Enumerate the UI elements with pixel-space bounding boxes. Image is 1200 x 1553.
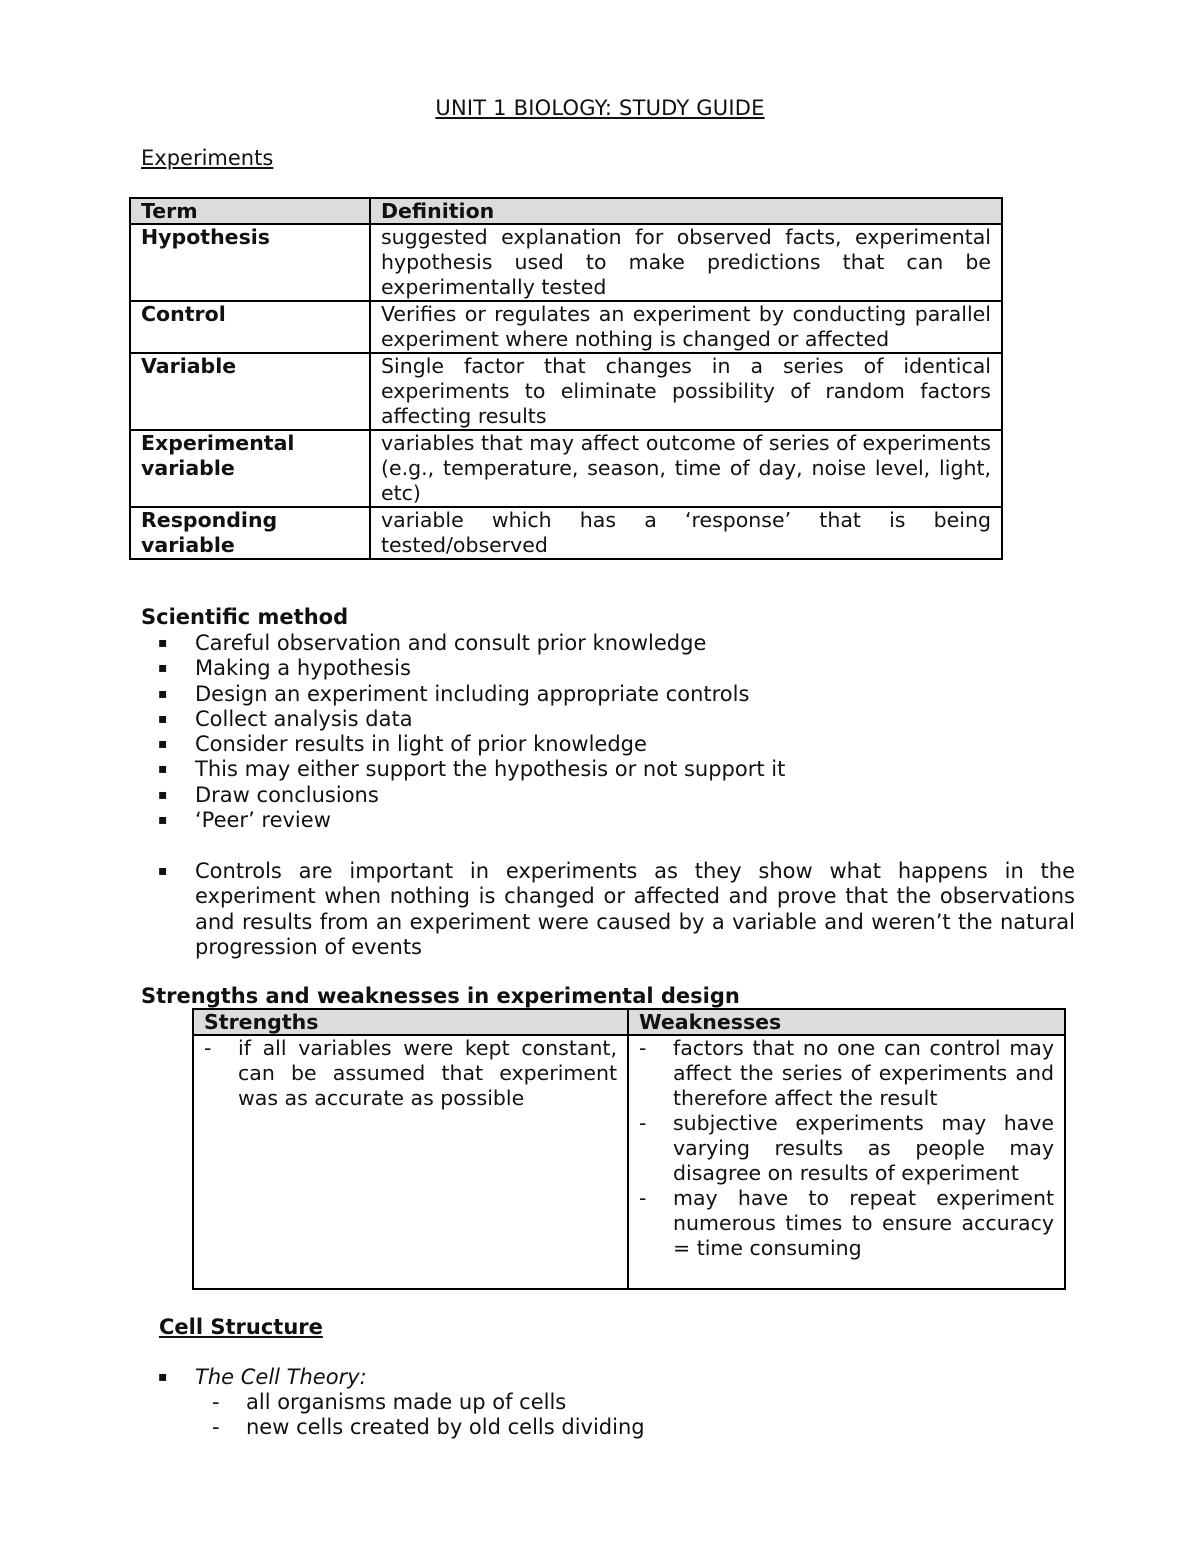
term-cell: Experimental variable	[130, 430, 370, 507]
list-item: ▪ ‘Peer’ review	[158, 808, 331, 833]
term-cell: Hypothesis	[130, 224, 370, 301]
table-row	[130, 430, 1002, 507]
square-bullet-icon: ▪	[158, 660, 168, 677]
list-item: ▪ Draw conclusions	[158, 782, 379, 807]
strengths-weaknesses-heading: Strengths and weaknesses in experimental design	[141, 984, 740, 1008]
square-bullet-icon: ▪	[158, 736, 168, 753]
controls-note-list	[158, 859, 1075, 960]
definition-cell: variable which has a ‘response’ that is being tested/observed	[370, 507, 1002, 559]
list-item: ▪ Consider results in light of prior knowledge	[158, 732, 647, 757]
dash-bullet-icon: -	[639, 1186, 647, 1210]
list-item: ▪ Collect analysis data	[158, 706, 413, 731]
square-bullet-icon: ▪	[158, 685, 168, 702]
strengths-list	[204, 1036, 617, 1111]
scientific-method-list	[158, 631, 1075, 833]
experiments-heading: Experiments	[141, 146, 274, 170]
definition-cell: Verifies or regulates an experiment by conducting parallel experiment where nothing is changed or affected	[370, 301, 1002, 353]
list-item: ▪ Making a hypothesis	[158, 656, 411, 681]
cell-theory-sublist	[212, 1390, 1066, 1441]
dash-bullet-icon: -	[639, 1111, 647, 1135]
square-bullet-icon: ▪	[158, 863, 168, 879]
strengths-weaknesses-table	[192, 1008, 1066, 1290]
term-cell: Control	[130, 301, 370, 353]
definition-cell: variables that may affect outcome of series of experiments (e.g., temperature, season, time of day, noise level, light, etc)	[370, 430, 1002, 507]
term-column-header: Term	[130, 198, 370, 224]
dash-bullet-icon: -	[639, 1036, 647, 1060]
dash-bullet-icon: -	[204, 1036, 212, 1060]
list-item: - subjective experiments may have varying results as people may disagree on results of experiment	[639, 1111, 1054, 1185]
list-item: - all organisms made up of cells	[212, 1390, 567, 1414]
definition-cell: suggested explanation for observed facts, experimental hypothesis used to make predictions that can be experimentally tested	[370, 224, 1002, 301]
cell-theory-list	[158, 1365, 1075, 1390]
table-row	[130, 301, 1002, 353]
definition-column-header: Definition	[370, 198, 1002, 224]
list-item: ▪ This may either support the hypothesis or not support it	[158, 757, 786, 782]
dash-bullet-icon: -	[212, 1390, 220, 1414]
list-item	[158, 1365, 1075, 1390]
square-bullet-icon: ▪	[158, 1369, 168, 1385]
list-item: - new cells created by old cells dividing	[212, 1415, 645, 1440]
cell-structure-heading: Cell Structure	[159, 1315, 323, 1339]
term-cell: Responding variable	[130, 507, 370, 559]
dash-bullet-icon: -	[212, 1415, 220, 1440]
strengths-cell	[193, 1035, 628, 1289]
list-item: ▪ Careful observation and consult prior knowledge	[158, 631, 707, 655]
list-item: - if all variables were kept constant, can be assumed that experiment was as accurate as possible	[204, 1036, 617, 1110]
page-title: UNIT 1 BIOLOGY: STUDY GUIDE	[435, 96, 765, 120]
square-bullet-icon: ▪	[158, 710, 168, 727]
weaknesses-list	[639, 1036, 1054, 1261]
square-bullet-icon: ▪	[158, 761, 168, 778]
list-item: - may have to repeat experiment numerous times to ensure accuracy = time consuming	[639, 1186, 1054, 1260]
strengths-column-header: Strengths	[193, 1009, 628, 1035]
cell-theory-label: The Cell Theory:	[195, 1365, 367, 1389]
terms-table-header	[130, 198, 1002, 224]
table-row	[130, 224, 1002, 301]
table-row	[193, 1035, 1065, 1289]
square-bullet-icon: ▪	[158, 786, 168, 803]
scientific-method-heading: Scientific method	[141, 605, 349, 629]
definition-cell: Single factor that changes in a series of identical experiments to eliminate possibility of random factors affecting results	[370, 353, 1002, 430]
table-row	[130, 353, 1002, 430]
terms-table	[129, 197, 1003, 560]
square-bullet-icon: ▪	[158, 812, 168, 829]
weaknesses-column-header: Weaknesses	[628, 1009, 1065, 1035]
weaknesses-cell	[628, 1035, 1065, 1289]
list-item: - factors that no one can control may affect the series of experiments and therefore affect the result	[639, 1036, 1054, 1110]
controls-note: ▪ Controls are important in experiments as they show what happens in the experiment when nothing is changed or affected and prove that the observations and results from an experiment were caused by a variable and weren’t the natural progression of events	[158, 859, 1075, 959]
square-bullet-icon: ▪	[158, 635, 168, 651]
strengths-weaknesses-header	[193, 1009, 1065, 1035]
term-cell: Variable	[130, 353, 370, 430]
table-row	[130, 507, 1002, 559]
list-item: ▪ Design an experiment including appropriate controls	[158, 681, 750, 706]
